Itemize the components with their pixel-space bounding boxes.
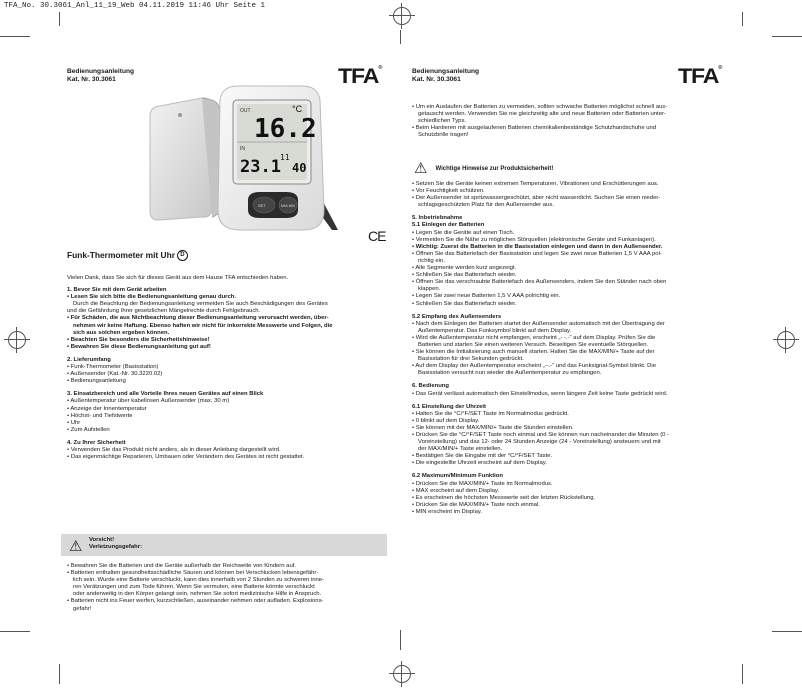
- text-line: und die Gefährdung Ihrer gesetzlichen Mängelrechte durch Fehlgebrauch.: [67, 308, 261, 315]
- text-line: • Vor Feuchtigkeit schützen.: [412, 188, 485, 195]
- text-line: • Bewahren Sie diese Bedienungsanleitung gut auf!: [67, 343, 211, 350]
- registration-mark: [8, 331, 26, 349]
- text-line: schlagsgeschützten Platz für den Außensender aus.: [418, 202, 554, 209]
- text-line: Außentemperatur. Das Funksymbol blinkt auf dem Display.: [418, 327, 572, 334]
- text-line: • Außentemperatur über kabellosen Außensender (max. 30 m): [67, 398, 230, 405]
- text-line: nehmen wir keine Haftung. Ebenso haften wir nicht für inkorrekte Messwerte und Folgen, die: [73, 322, 333, 329]
- text-line: • Verwenden Sie das Produkt nicht anders, als in dieser Anleitung dargestellt wird.: [67, 446, 281, 453]
- catalog-number-left: Kat. Nr. 30.3061: [67, 76, 116, 84]
- text-line: • Nach dem Einlegen der Batterien startet der Außensender automatisch mit der Übertragung der: [412, 320, 665, 327]
- text-line: • Die eingestellte Uhrzeit erscheint auf dem Display.: [412, 460, 547, 467]
- text-line: richtig ein.: [418, 257, 445, 264]
- text-line: • Zum Aufstellen: [67, 426, 110, 433]
- crop-mark: [742, 664, 743, 684]
- warning-title: Wichtige Hinweise zur Produktsicherheit!: [435, 166, 554, 172]
- text-line: der MAX/MIN/+ Taste einstellen.: [418, 446, 503, 453]
- doc-title-right: Bedienungsanleitung: [412, 68, 480, 75]
- text-line: • Der Außensender ist spritzwassergeschützt, aber nicht wasserdicht. Suchen Sie einen nieder-: [412, 195, 661, 202]
- text-line: • Öffnen Sie das verschraubte Batteriefach des Außensenders, indem Sie den Ständer nach oben: [412, 279, 667, 286]
- section-3-title: 3. Einsatzbereich und alle Vorteile Ihres neuen Gerätes auf einen Blick: [67, 391, 264, 398]
- text-line: oder anderweitig in den Körper gelangt sein, nehmen Sie sofort medizinische Hilfe in Anspruch.: [73, 591, 322, 598]
- text-line: • Bewahren Sie die Batterien und die Geräte außerhalb der Reichweite von Kindern auf.: [67, 563, 296, 569]
- text-line: lich sein. Wurde eine Batterie verschluckt, kann dies innerhalb von 2 Stunden zu schweren inne-: [73, 577, 325, 584]
- section-1-title: 1. Bevor Sie mit dem Gerät arbeiten: [67, 287, 167, 294]
- doc-title-left: Bedienungsanleitung: [67, 68, 135, 75]
- text-line: Basisstation versucht nun wieder die Außentemperatur zu empfangen.: [418, 370, 602, 377]
- text-line: sich aus solchen ergeben können.: [73, 329, 170, 336]
- maxmin-button-label: MAX MIN: [281, 204, 295, 208]
- tfa-logo-right: TFA®: [678, 65, 722, 88]
- in-temp: 23.1: [240, 157, 281, 177]
- text-line: • Schließen Sie das Batteriefach wieder.: [412, 300, 517, 307]
- right-body: [412, 181, 746, 516]
- text-line: • Drücken Sie die MAX/MIN/+ Taste im Normalmodus.: [412, 480, 553, 487]
- tfa-logo-left: TFA®: [338, 65, 382, 88]
- intro-text: Vielen Dank, dass Sie sich für dieses Gerät aus dem Hause TFA entschieden haben.: [67, 275, 289, 281]
- section-6-title: 6. Bedienung: [412, 383, 449, 390]
- language-badge: D: [177, 250, 188, 261]
- text-line: • Höchst- und Tiefstwerte: [67, 412, 133, 419]
- text-line: • Öffnen Sie das Batteriefach der Basisstation und legen Sie zwei neue Batterien 1,5 V AAA pol-: [412, 250, 662, 257]
- text-line: • Wird die Außentemperatur nicht empfangen, erscheint „- -.-“ auf dem Display. Prüfen Sie die: [412, 334, 656, 341]
- text-line: • Uhr: [67, 419, 81, 426]
- crop-mark: [59, 664, 60, 684]
- out-label: OUT: [240, 108, 251, 114]
- text-line: • Außensender (Kat.-Nr. 30.3220.02): [67, 371, 163, 378]
- text-line: • Bedienungsanleitung: [67, 378, 126, 385]
- left-page: [67, 68, 396, 84]
- text-line: • Das Gerät verlässt automatisch den Einstellmodus, wenn längere Zeit keine Taste gedrückt wird.: [412, 390, 668, 397]
- crop-mark: [400, 630, 401, 650]
- set-button-label: SET: [258, 203, 266, 208]
- text-line: • Sie können die Initialisierung auch manuell starten. Halten Sie die MAX/MIN/+ Taste auf der: [412, 349, 655, 356]
- crop-mark: [0, 36, 30, 37]
- warning-subtitle: Verletzungsgefahr:: [89, 544, 143, 550]
- text-line: • 0 blinkt auf dem Display.: [412, 417, 480, 424]
- warning-icon: ⚠: [414, 160, 428, 177]
- section-4-title: 4. Zu Ihrer Sicherheit: [67, 439, 126, 446]
- text-line: schiedlichen Typs.: [418, 118, 467, 125]
- crop-mark: [400, 30, 401, 44]
- registration-mark: [777, 331, 795, 349]
- section-6-1-title: 6.1 Einstellung der Uhrzeit: [412, 403, 486, 410]
- text-line: Basisstation für drei Sekunden gedrückt.: [418, 356, 524, 363]
- text-line: getauscht werden. Verwenden Sie nie gleichzeitig alte und neue Batterien oder Batterien unter-: [418, 111, 666, 118]
- print-header: TFA_No. 30.3061_Anl_11_19_Web 04.11.2019 11:46 Uhr Seite 1: [4, 2, 266, 10]
- crop-mark: [59, 12, 60, 26]
- section-5-2-title: 5.2 Empfang des Außensenders: [412, 313, 502, 320]
- text-line: • Wichtig: Zuerst die Batterien in die Basisstation einlegen und dann in den Außensender.: [412, 243, 663, 250]
- text-line: • Alle Segmente werden kurz angezeigt.: [412, 265, 517, 272]
- registration-mark: [393, 665, 411, 683]
- text-line: Voreinstellung) und das 12- oder 24 Stunden Anzeige (24 - Voreinstellung) ansteuern und mit: [418, 439, 661, 446]
- text-line: • MAX erscheint auf dem Display.: [412, 487, 500, 494]
- text-line: • Sie können mit der MAX/MIN/+ Taste die Stunden einstellen.: [412, 424, 574, 431]
- crop-mark: [0, 631, 30, 632]
- ce-mark: CE: [368, 228, 386, 244]
- section-6-2-title: 6.2 Maximum/Minimum Funktion: [412, 473, 503, 480]
- text-line: • Schließen Sie das Batteriefach wieder.: [412, 272, 517, 279]
- text-line: • Legen Sie zwei neue Batterien 1,5 V AAA polrichtig ein.: [412, 293, 561, 300]
- warning-box: [61, 534, 387, 556]
- text-line: ren Verätzungen und zum Tode führen. Wenn Sie vermuten, eine Batterie könnte verschluckt: [73, 584, 315, 591]
- text-line: • Das eigenmächtige Reparieren, Umbauen oder Verändern des Gerätes ist nicht gestattet.: [67, 454, 305, 461]
- text-line: Batterien und starten Sie einen weiteren Versuch. Beseitigen Sie eventuelle Störquellen.: [418, 341, 649, 348]
- text-line: gefahr!: [73, 605, 92, 612]
- registration-mark: [393, 7, 411, 25]
- right-page: [412, 68, 746, 84]
- base-station: [218, 86, 338, 230]
- text-line: • Batterien enthalten gesundheitsschädliche Säuren und können bei Verschlucken lebensgefähr-: [67, 570, 319, 577]
- out-temp: 16.2: [254, 114, 317, 144]
- text-line: • Um ein Auslaufen der Batterien zu vermeiden, sollten schwache Batterien möglichst schnell aus-: [412, 104, 668, 110]
- text-line: • Vermeiden Sie die Nähe zu möglichen Störquellen (elektronische Geräte und Funkanlagen).: [412, 236, 656, 243]
- product-image: [120, 80, 380, 238]
- text-line: • Bestätigen Sie die Eingabe mit der °C/°F/SET Taste.: [412, 453, 553, 460]
- product-title: Funk-Thermometer mit Uhr D: [67, 250, 188, 261]
- text-line: • Anzeige der Innentemperatur: [67, 405, 147, 412]
- product-safety-warning: [414, 162, 553, 176]
- text-line: • Batterien nicht ins Feuer werfen, kurzschließen, auseinander nehmen oder aufladen. Explosions-: [67, 598, 324, 605]
- text-line: • Für Schäden, die aus Nichtbeachtung dieser Bedienungsanleitung verursacht werden, über-: [67, 315, 329, 322]
- section-5-title: 5. Inbetriebnahme: [412, 215, 463, 222]
- text-line: Schutzbrille tragen!: [418, 132, 469, 139]
- clock-minutes: 40: [292, 161, 307, 175]
- left-battery-notes: [67, 563, 396, 613]
- left-body: [67, 275, 396, 461]
- section-5-1-title: 5.1 Einlegen der Batterien: [412, 222, 485, 229]
- text-line: • Lesen Sie sich bitte die Bedienungsanleitung genau durch.: [67, 294, 236, 301]
- text-line: • Setzen Sie die Geräte keinen extremen Temperaturen, Vibrationen und Erschütterungen aus.: [412, 181, 659, 187]
- text-line: • Legen Sie die Geräte auf einen Tisch.: [412, 229, 515, 236]
- text-line: • Drücken Sie die MAX/MIN/+ Taste noch einmal.: [412, 501, 540, 508]
- catalog-number-right: Kat. Nr. 30.3061: [412, 76, 461, 84]
- in-label: IN: [240, 146, 245, 152]
- text-line: • Beim Hantieren mit ausgelaufenen Batterien chemikalienbeständige Schutzhandschuhe und: [412, 125, 657, 132]
- text-line: • Drücken Sie die °C/°F/SET Taste noch einmal und Sie können nun nacheinander die Minuten (0 -: [412, 432, 670, 438]
- text-line: klappen.: [418, 286, 441, 293]
- text-line: • Halten Sie die °C/°F/SET Taste im Normalmodus gedrückt.: [412, 410, 569, 417]
- crop-mark: [742, 12, 743, 26]
- clock-hours: 11: [280, 153, 290, 162]
- outdoor-sensor: [150, 98, 220, 220]
- text-line: Durch die Beachtung der Bedienungsanleitung vermeiden Sie auch Beschädigungen des Gerätes: [73, 301, 328, 308]
- text-line: • MIN erscheint im Display.: [412, 508, 483, 515]
- warning-title: Vorsicht!: [89, 537, 115, 543]
- crop-mark: [772, 36, 802, 37]
- out-unit: °C: [292, 104, 303, 114]
- text-line: • Auf dem Display der Außentemperatur erscheint „--.-“ und das Funksignal-Symbol blinkt. Die: [412, 363, 657, 370]
- crop-mark: [772, 631, 802, 632]
- warning-icon: ⚠: [69, 538, 83, 555]
- text-line: • Funk-Thermometer (Basisstation): [67, 364, 159, 371]
- section-2-title: 2. Lieferumfang: [67, 356, 111, 363]
- text-line: • Es erscheinen die höchsten Messwerte seit der letzten Rückstellung.: [412, 494, 596, 501]
- text-line: • Beachten Sie besonders die Sicherheitshinweise!: [67, 336, 210, 343]
- right-body-top: [412, 104, 746, 139]
